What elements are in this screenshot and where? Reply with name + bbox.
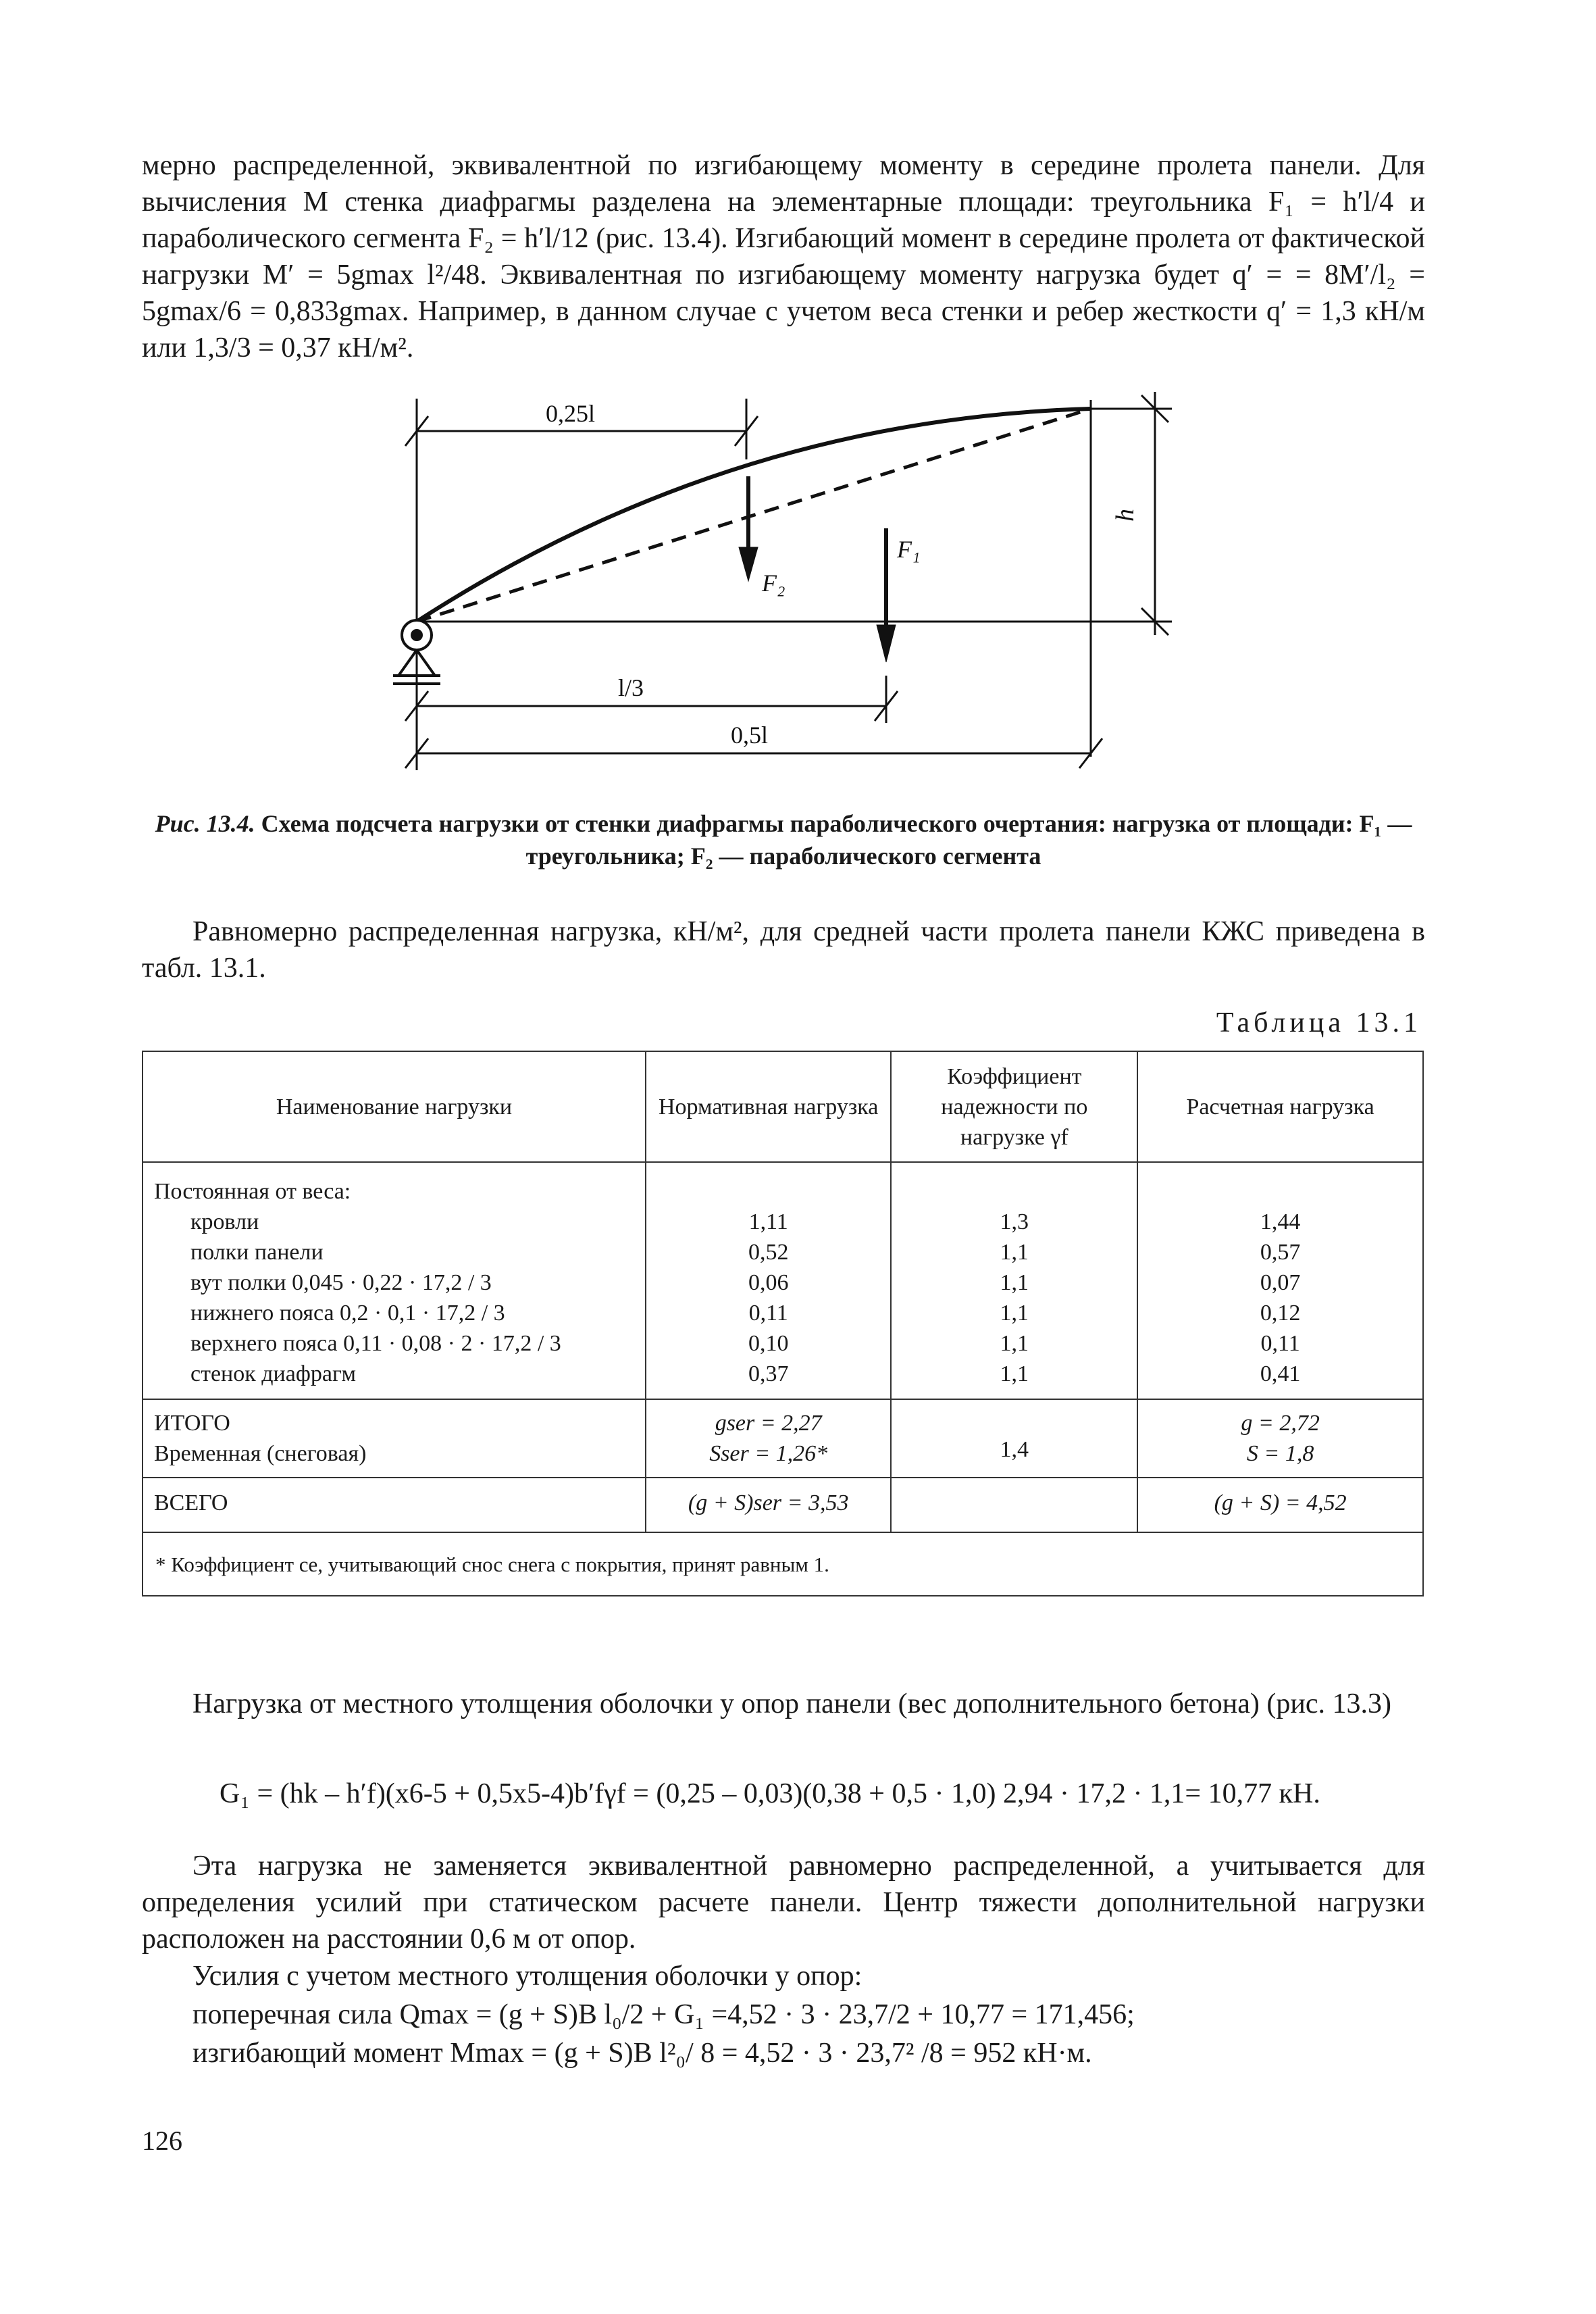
row-norm: 0,11 xyxy=(748,1301,788,1326)
table-row-permanent xyxy=(143,1162,1423,1399)
header-calc: Расчетная нагрузка xyxy=(1137,1051,1423,1162)
f1-arrow xyxy=(877,528,896,662)
chord-dashed-line xyxy=(417,409,1091,622)
grand-calc: (g + S) = 4,52 xyxy=(1137,1478,1423,1532)
row-norm: 0,52 xyxy=(748,1240,789,1265)
table-footnote: * Коэффициент ce, учитывающий снос снега с покрытия, принят равным 1. xyxy=(143,1532,1423,1596)
row-name: верхнего пояса 0,11 · 0,08 · 2 · 17,2 / 3 xyxy=(190,1331,561,1356)
header-coef: Коэффициент надежности по нагрузке γf xyxy=(891,1051,1137,1162)
row-calc: 1,44 xyxy=(1260,1209,1301,1234)
total-label: ИТОГО xyxy=(154,1411,230,1436)
grand-label: ВСЕГО xyxy=(143,1478,646,1532)
dim-label-half: 0,5l xyxy=(731,722,769,749)
total-labels-cell xyxy=(143,1399,646,1478)
permanent-calc-cell xyxy=(1137,1162,1423,1399)
formula-g1: G₁ = (hk – h′f)(x6-5 + 0,5x5-4)b′fγf = (0,25 – 0,03)(0,38 + 0,5 · 1,0) 2,94 · 17,2 · 1,1= 10,77 кН. xyxy=(220,1778,1320,1809)
figure-caption-text: Схема подсчета нагрузки от стенки диафрагмы параболического очертания: нагрузка от площади: F₁ — треугольника; F₂ — параболического сегмента xyxy=(261,810,1412,870)
row-coef: 1,3 xyxy=(1000,1209,1029,1234)
label-f2: F₂ xyxy=(762,570,786,597)
header-name: Наименование нагрузки xyxy=(143,1051,646,1162)
intro-paragraph: мерно распределенной, эквивалентной по изгибающему моменту в середине пролета панели. Для вычисления M стенка диафрагмы разделена на элементарные площади: треугольника F₁ = h′l/4 и параболического сегмента F₂ = h′l/12 (рис. 13.4). Изгибающий момент в середине пролета от фактической нагрузки M′ = 5gmax l²/48. Эквивалентная по изгибающему моменту нагрузка будет q′ = = 8M′/l₂ = 5gmax/6 = 0,833gmax. Например, в данном случае с учетом веса стенки и ребер жесткости q′ = 1,3 кН/м или 1,3/3 = 0,37 кН/м². xyxy=(142,150,1425,363)
forces-intro-paragraph: Усилия с учетом местного утолщения оболочки у опор: xyxy=(192,1961,863,1992)
row-calc: 0,07 xyxy=(1260,1270,1301,1295)
group-label: Постоянная от веса: xyxy=(154,1179,351,1204)
table-intro-paragraph: Равномерно распределенная нагрузка, кН/м², для средней части пролета панели КЖС приведена в табл. 13.1. xyxy=(142,916,1425,984)
row-name: нижнего пояса 0,2 · 0,1 · 17,2 / 3 xyxy=(190,1301,505,1326)
page-number: 126 xyxy=(142,2126,182,2156)
row-norm: 0,06 xyxy=(748,1270,789,1295)
row-norm: 0,37 xyxy=(748,1361,789,1386)
row-coef: 1,1 xyxy=(1000,1270,1029,1295)
f2-arrow xyxy=(739,476,758,581)
total-calc-cell xyxy=(1137,1399,1423,1478)
table-row-grand-total xyxy=(143,1478,1423,1532)
table-row-footnote xyxy=(143,1532,1423,1596)
center-of-gravity-paragraph: Эта нагрузка не заменяется эквивалентной равномерно распределенной, а учитывается для определения усилий при статическом расчете панели. Центр тяжести дополнительной нагрузки расположен на расстоянии 0,6 м от опор. xyxy=(142,1851,1425,1955)
row-norm: 0,10 xyxy=(748,1331,789,1356)
bending-moment-formula: изгибающий момент Mmax = (g + S)B l²₀/ 8 = 4,52 · 3 · 23,7² /8 = 952 кН·м. xyxy=(192,2038,1092,2069)
row-name: вут полки 0,045 · 0,22 · 17,2 / 3 xyxy=(190,1270,492,1295)
row-calc: 0,41 xyxy=(1260,1361,1301,1386)
row-coef: 1,1 xyxy=(1000,1240,1029,1265)
row-coef: 1,1 xyxy=(1000,1361,1029,1386)
row-calc: 0,57 xyxy=(1260,1240,1301,1265)
table-header-row xyxy=(143,1051,1423,1162)
row-name: полки панели xyxy=(190,1240,324,1265)
grand-norm: (g + S)ser = 3,53 xyxy=(646,1478,891,1532)
row-calc: 0,11 xyxy=(1260,1331,1300,1356)
row-coef: 1,1 xyxy=(1000,1331,1029,1356)
dim-label-top: 0,25l xyxy=(546,400,596,427)
header-norm: Нормативная нагрузка xyxy=(646,1051,891,1162)
shear-force-formula: поперечная сила Qmax = (g + S)B l₀/2 + G₁ =4,52 · 3 · 23,7/2 + 10,77 = 171,456; xyxy=(192,1999,1135,2030)
row-name: кровли xyxy=(190,1209,259,1234)
total-norm: gser = 2,27 xyxy=(715,1411,822,1436)
table-row-total xyxy=(143,1399,1423,1478)
total-norm-cell xyxy=(646,1399,891,1478)
figure-caption xyxy=(142,807,1425,872)
load-table xyxy=(142,1051,1424,1596)
permanent-names-cell xyxy=(143,1162,646,1399)
temp-coef: 1,4 xyxy=(891,1399,1137,1478)
label-f1: F₁ xyxy=(897,536,921,563)
dim-label-l3: l/3 xyxy=(618,674,644,701)
total-calc: g = 2,72 xyxy=(1241,1411,1320,1436)
label-h: h xyxy=(1111,509,1139,522)
table-title: Таблица 13.1 xyxy=(1216,1007,1422,1038)
row-norm: 1,11 xyxy=(748,1209,788,1234)
grand-coef xyxy=(891,1478,1137,1532)
figure-13-4-diagram xyxy=(378,378,1189,784)
row-name: стенок диафрагм xyxy=(190,1361,356,1386)
temp-calc: S = 1,8 xyxy=(1246,1441,1314,1466)
permanent-norm-cell xyxy=(646,1162,891,1399)
figure-caption-lead: Рис. 13.4. xyxy=(155,810,255,837)
temp-label: Временная (снеговая) xyxy=(154,1441,367,1466)
row-coef: 1,1 xyxy=(1000,1301,1029,1326)
temp-norm: Sser = 1,26* xyxy=(709,1441,828,1466)
thickening-paragraph: Нагрузка от местного утолщения оболочки у опор панели (вес дополнительного бетона) (рис. 13.3) xyxy=(192,1688,1391,1719)
row-calc: 0,12 xyxy=(1260,1301,1301,1326)
permanent-coef-cell xyxy=(891,1162,1137,1399)
